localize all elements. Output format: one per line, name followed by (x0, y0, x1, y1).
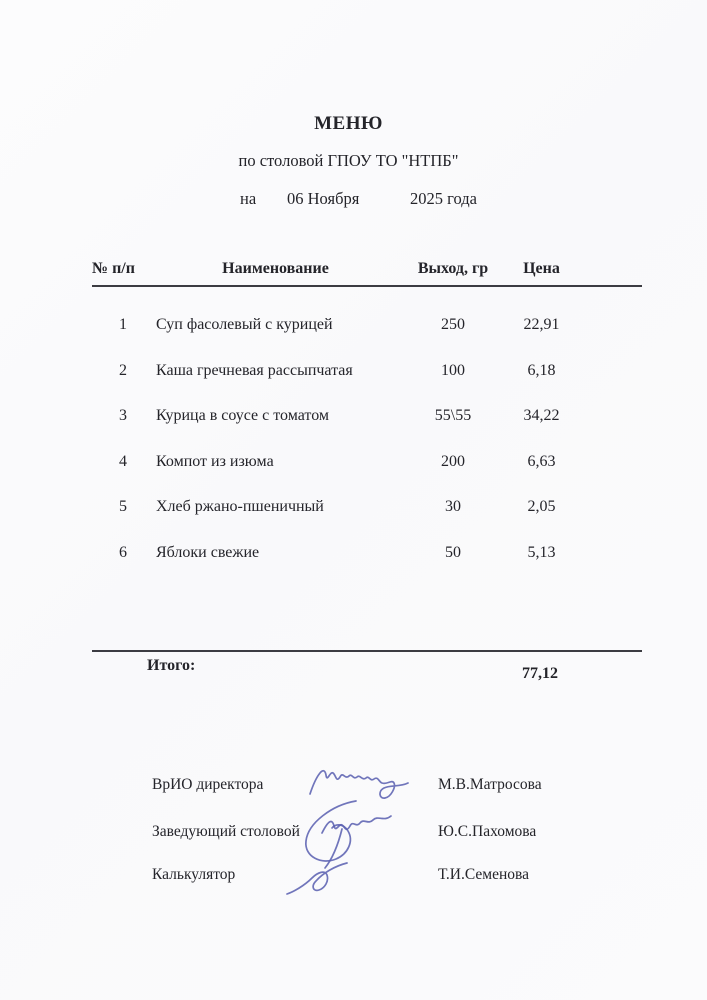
dish-price: 6,18 (527, 361, 556, 379)
signatory-name-canteen-manager: Ю.С.Пахомова (438, 823, 537, 840)
page-title: МЕНЮ (314, 113, 383, 134)
dish-price: 34,22 (523, 407, 560, 424)
signatory-role-canteen-manager: Заведующий столовой (152, 823, 300, 840)
dish-name: Компот из изюма (156, 452, 274, 470)
dish-price: 22,91 (523, 316, 560, 333)
total-label: Итого: (147, 657, 196, 674)
table-body (92, 316, 642, 589)
table-row (92, 453, 642, 499)
dish-output: 100 (441, 361, 465, 379)
dish-name: Хлеб ржано-пшеничный (156, 498, 324, 515)
signatory-name-director: М.В.Матросова (438, 776, 542, 793)
document-subtitle: по столовой ГПОУ ТО "НТПБ" (238, 151, 459, 170)
dish-name: Яблоки свежие (156, 543, 260, 561)
column-header-name: Наименование (222, 260, 329, 277)
dish-price: 2,05 (527, 498, 556, 515)
row-number: 5 (119, 498, 127, 515)
table-row (92, 407, 642, 453)
row-number: 6 (119, 543, 127, 561)
dish-output: 55\55 (434, 407, 472, 424)
column-header-price: Цена (523, 260, 560, 277)
date-day-month: 06 Ноября (287, 189, 360, 208)
dish-price: 6,63 (527, 452, 556, 470)
table-row (92, 362, 642, 408)
row-number: 1 (119, 316, 127, 333)
table-row (92, 498, 642, 544)
column-header-number: № п/п (92, 260, 135, 277)
dish-price: 5,13 (527, 543, 556, 561)
menu-table (92, 260, 642, 589)
table-row (92, 544, 642, 590)
total-divider-line (92, 650, 642, 652)
dish-output: 200 (441, 452, 465, 470)
total-value: 77,12 (522, 665, 558, 682)
date-prefix: на (240, 189, 257, 208)
table-row (92, 316, 642, 362)
dish-output: 250 (441, 316, 465, 333)
column-header-output: Выход, гр (417, 260, 489, 277)
date-year: 2025 года (410, 189, 477, 208)
dish-output: 30 (445, 498, 461, 515)
dish-name: Суп фасолевый с курицей (156, 316, 333, 333)
row-number: 3 (119, 407, 127, 424)
row-number: 4 (119, 452, 127, 470)
dish-name: Каша гречневая рассыпчатая (156, 361, 353, 379)
row-number: 2 (119, 361, 127, 379)
signatory-role-director: ВрИО директора (152, 776, 264, 793)
dish-output: 50 (445, 543, 461, 561)
table-header-row (92, 260, 642, 287)
signatory-name-calculator: Т.И.Семенова (438, 866, 529, 883)
handwritten-signature-calculator (283, 855, 355, 899)
dish-name: Курица в соусе с томатом (156, 407, 330, 424)
signatory-role-calculator: Калькулятор (152, 866, 236, 883)
